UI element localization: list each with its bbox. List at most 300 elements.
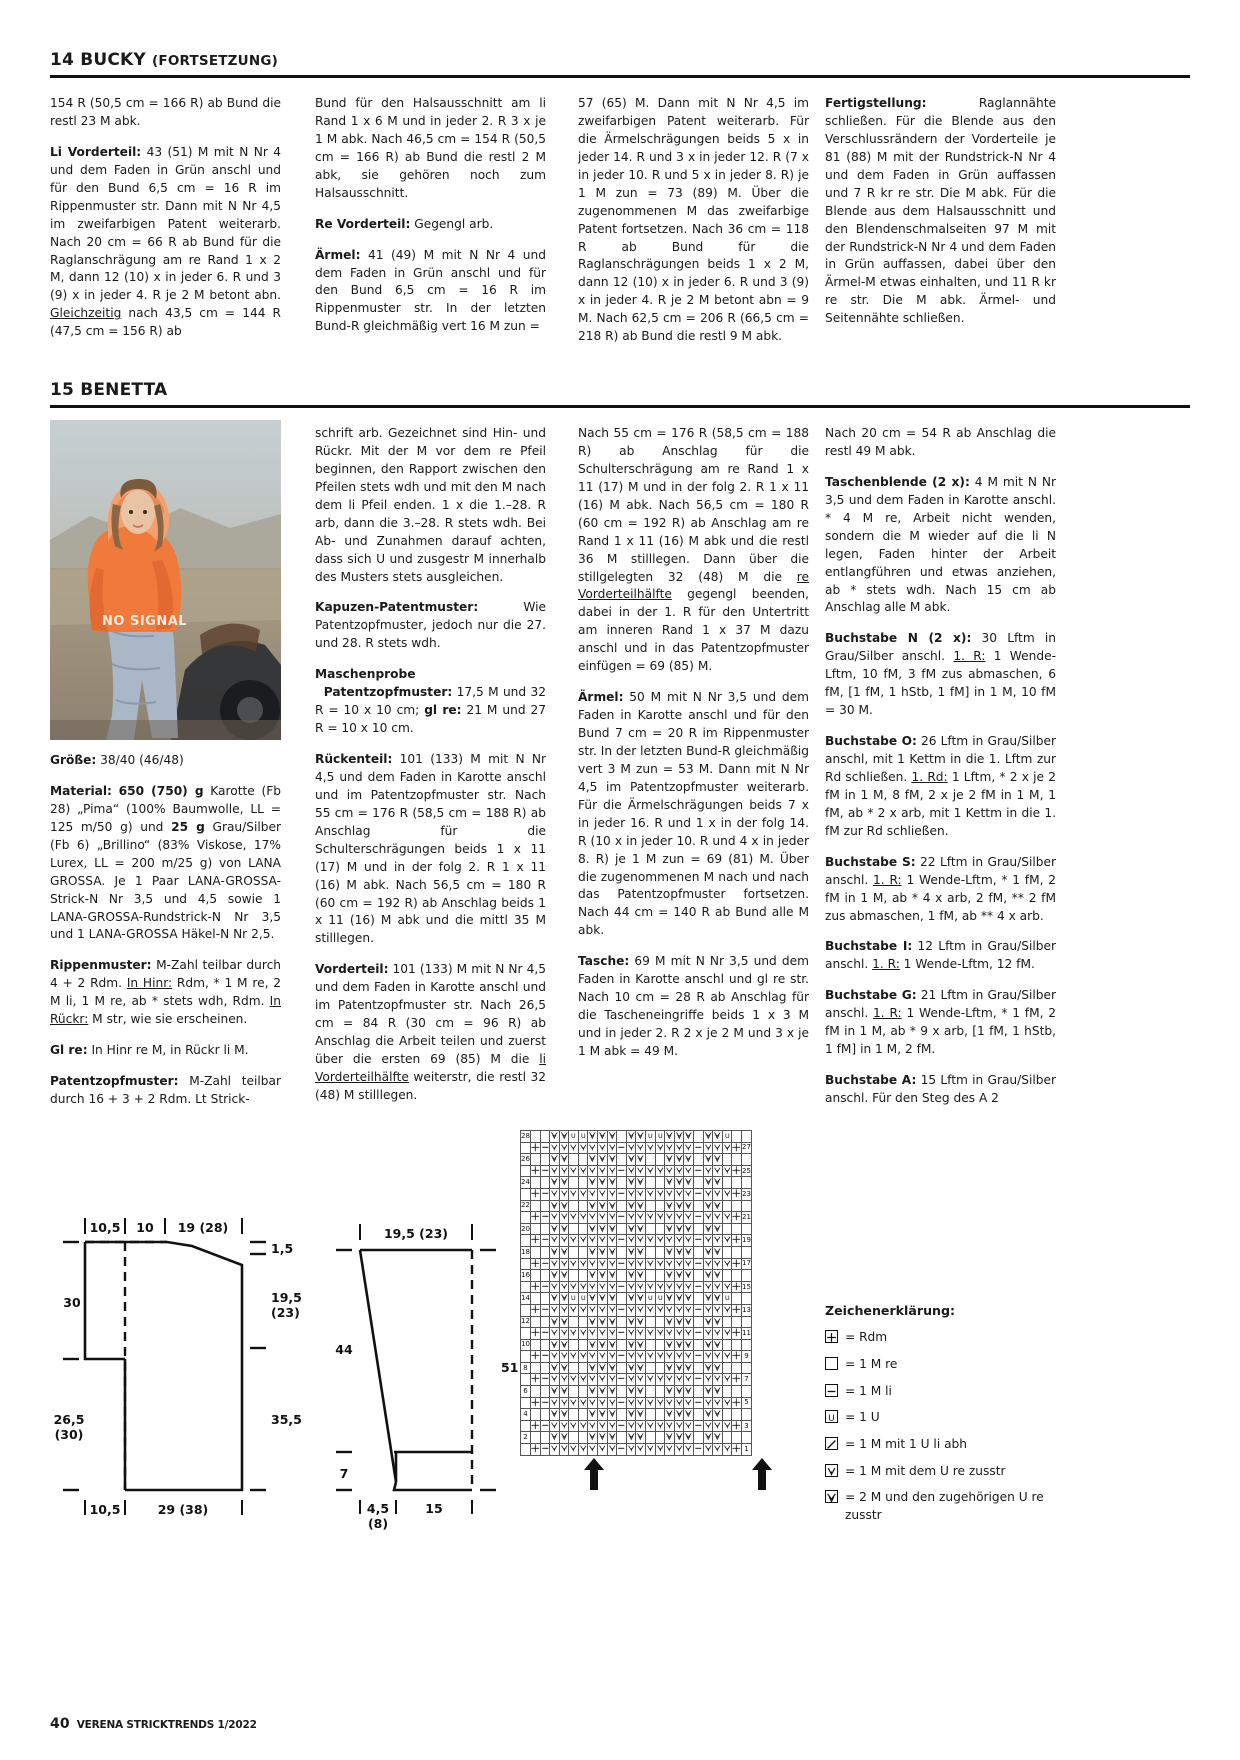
chart-cell (646, 1328, 656, 1340)
chart-row-number-left: 14 (521, 1293, 531, 1305)
chart-grid (520, 1130, 752, 1456)
chart-row-number-right: 17 (741, 1258, 751, 1270)
repeat-arrow-right (584, 1458, 604, 1490)
chart-cell (636, 1293, 646, 1305)
chart-cell (598, 1131, 608, 1143)
chart-cell (617, 1270, 627, 1282)
chart-cell (540, 1328, 550, 1340)
chart-cell (550, 1339, 560, 1351)
section-header-bucky (50, 50, 1190, 78)
chart-cell (646, 1188, 656, 1200)
chart-cell (569, 1177, 579, 1189)
chart-cell (694, 1420, 704, 1432)
chart-cell (617, 1304, 627, 1316)
run-in-head: Taschenblende (2 x): (825, 474, 970, 489)
chart-row (521, 1270, 752, 1282)
chart-cell (540, 1339, 550, 1351)
chart-cell (655, 1328, 665, 1340)
chart-cell (617, 1293, 627, 1305)
dim-top-2: 10 (136, 1220, 154, 1235)
chart-cell (684, 1362, 694, 1374)
chart-cell (550, 1200, 560, 1212)
text: 1 Lftm, * 2 x je 2 fM in 1 M, 8 fM, 2 x je 2 fM in 1 M, 1 fM, ab * 2 x arb, mit 1 Kettm in die 1. fM zur Rd schließen. (825, 769, 1056, 838)
chart-cell (722, 1258, 732, 1270)
emphasis: In Rückr: (50, 994, 281, 1027)
chart-cell (703, 1258, 713, 1270)
dim-bottom-2: 29 (38) (157, 1502, 209, 1517)
chart-cell (588, 1142, 598, 1154)
chart-cell (588, 1165, 598, 1177)
paragraph: 154 R (50,5 cm = 166 R) ab Bund die restl 23 M abk. (50, 96, 281, 128)
chart-cell (703, 1200, 713, 1212)
photo-illustration (50, 420, 281, 740)
run-in-head: Größe: (50, 753, 97, 767)
paragraph (825, 95, 1056, 328)
chart-cell (655, 1374, 665, 1386)
chart-cell (626, 1246, 636, 1258)
chart-cell (665, 1177, 675, 1189)
legend-rows (825, 1329, 1060, 1525)
chart-row-number-right: 3 (741, 1420, 751, 1432)
chart-cell (655, 1397, 665, 1409)
chart-cell (617, 1246, 627, 1258)
chart-cell (598, 1444, 608, 1456)
chart-row-number-left: 22 (521, 1200, 531, 1212)
chart-row (521, 1235, 752, 1247)
chart-cell (703, 1293, 713, 1305)
emphasis: 1. Rd: (911, 769, 948, 784)
chart-row (521, 1304, 752, 1316)
chart-cell (626, 1420, 636, 1432)
chart-cell (588, 1246, 598, 1258)
chart-cell (713, 1397, 723, 1409)
chart-cell (694, 1131, 704, 1143)
svg-text:U: U (580, 1131, 586, 1140)
chart-cell (626, 1432, 636, 1444)
chart-cell (530, 1131, 540, 1143)
chart-cell (636, 1235, 646, 1247)
model-photo (50, 420, 281, 740)
chart-cell (665, 1420, 675, 1432)
chart-cell (722, 1131, 732, 1143)
chart-cell (607, 1131, 617, 1143)
chart-row-number-right: 9 (741, 1351, 751, 1363)
chart-cell (607, 1258, 617, 1270)
run-in-head: Gl re: (50, 1043, 88, 1058)
paragraph-taschenblende (825, 474, 1056, 618)
text: 30 Lftm in Grau/Silber anschl. (825, 631, 1056, 664)
chart-row-number-left: 12 (521, 1316, 531, 1328)
chart-cell (674, 1351, 684, 1363)
chart-cell (550, 1212, 560, 1224)
chart-cell (722, 1200, 732, 1212)
chart-cell (607, 1351, 617, 1363)
chart-cell (674, 1212, 684, 1224)
chart-cell (636, 1304, 646, 1316)
emphasis: Gleichzeitig (50, 306, 122, 321)
chart-cell (694, 1235, 704, 1247)
chart-cell (578, 1397, 588, 1409)
chart-cell (559, 1154, 569, 1166)
chart-cell (540, 1362, 550, 1374)
legend-item (825, 1383, 1060, 1401)
chart-cell (694, 1188, 704, 1200)
chart-cell (550, 1177, 560, 1189)
chart-cell (559, 1270, 569, 1282)
chart-cell (598, 1293, 608, 1305)
run-in-head: Buchstabe A: (825, 1073, 917, 1088)
chart-cell (617, 1212, 627, 1224)
chart-cell (655, 1270, 665, 1282)
legend-item (825, 1409, 1060, 1427)
chart-cell (674, 1409, 684, 1421)
chart-row (521, 1339, 752, 1351)
chart-cell (694, 1351, 704, 1363)
chart-cell (588, 1304, 598, 1316)
legend-item-label: = 1 U (845, 1410, 880, 1425)
chart-cell (703, 1142, 713, 1154)
chart-cell (550, 1386, 560, 1398)
chart-cell (646, 1293, 656, 1305)
dim-sleeve-bottom-1b: (8) (367, 1516, 389, 1531)
chart-cell (732, 1351, 742, 1363)
chart-cell (684, 1188, 694, 1200)
chart-cell (598, 1177, 608, 1189)
chart-cell (607, 1444, 617, 1456)
chart-cell (530, 1328, 540, 1340)
chart-cell (674, 1270, 684, 1282)
chart-row (521, 1177, 752, 1189)
run-in-head-2: Patentzopfmuster: (323, 685, 453, 700)
chart-cell (646, 1351, 656, 1363)
chart-cell (636, 1362, 646, 1374)
chart-cell (694, 1177, 704, 1189)
chart-cell (550, 1258, 560, 1270)
bucky-column-1 (50, 95, 281, 354)
chart-cell (617, 1188, 627, 1200)
chart-cell (713, 1212, 723, 1224)
chart-cell (713, 1188, 723, 1200)
legend-symbol-slash-icon (825, 1437, 838, 1450)
chart-cell (713, 1281, 723, 1293)
chart-cell (732, 1165, 742, 1177)
chart-cell (722, 1362, 732, 1374)
chart-cell (713, 1374, 723, 1386)
chart-cell (655, 1281, 665, 1293)
run-in-head: Kapuzen-Patentmuster: (315, 600, 479, 615)
chart-cell (674, 1154, 684, 1166)
chart-cell (732, 1270, 742, 1282)
chart-cell (626, 1142, 636, 1154)
chart-cell (530, 1258, 540, 1270)
chart-cell (665, 1270, 675, 1282)
chart-cell (626, 1351, 636, 1363)
chart-cell (636, 1212, 646, 1224)
chart-cell (626, 1177, 636, 1189)
chart-cell (655, 1223, 665, 1235)
chart-cell (674, 1188, 684, 1200)
chart-cell (588, 1420, 598, 1432)
bucky-column-3 (578, 95, 809, 359)
schematic-body (45, 1212, 335, 1526)
chart-row-number-right (741, 1362, 751, 1374)
chart-cell (694, 1304, 704, 1316)
section-title: BUCKY (80, 50, 146, 70)
legend-item-label: = 2 M und den zugehörigen U re zusstr (845, 1490, 1044, 1523)
chart-cell (703, 1270, 713, 1282)
chart-cell (732, 1131, 742, 1143)
chart-cell (540, 1212, 550, 1224)
chart-cell (636, 1188, 646, 1200)
paragraph-glre (50, 1042, 281, 1060)
chart-cell (665, 1432, 675, 1444)
chart-cell (694, 1200, 704, 1212)
chart-cell (674, 1386, 684, 1398)
chart-cell (713, 1432, 723, 1444)
chart-row (521, 1409, 752, 1421)
chart-cell (646, 1432, 656, 1444)
chart-cell (703, 1339, 713, 1351)
chart-cell (655, 1386, 665, 1398)
chart-cell (559, 1246, 569, 1258)
chart-cell (626, 1200, 636, 1212)
chart-cell (569, 1304, 579, 1316)
chart-cell (722, 1270, 732, 1282)
chart-row (521, 1444, 752, 1456)
run-in-head: Fertigstellung: (825, 96, 927, 110)
chart-cell (569, 1165, 579, 1177)
chart-cell (569, 1362, 579, 1374)
material-text-1: Karotte (Fb 28) „Pima“ (100% Baumwolle, LL = 125 m/50 g) und (50, 783, 281, 834)
chart-cell (550, 1223, 560, 1235)
chart-cell (713, 1351, 723, 1363)
svg-text:U: U (571, 1294, 576, 1303)
chart-row-number-right (741, 1246, 751, 1258)
dim-sleeve-left-1: 44 (335, 1342, 353, 1357)
chart-cell (636, 1281, 646, 1293)
chart-cell (607, 1270, 617, 1282)
chart-cell (530, 1316, 540, 1328)
chart-cell (530, 1409, 540, 1421)
chart-cell (732, 1397, 742, 1409)
chart-cell (559, 1374, 569, 1386)
chart-cell (703, 1397, 713, 1409)
chart-cell (569, 1142, 579, 1154)
chart-cell (655, 1339, 665, 1351)
chart-row (521, 1200, 752, 1212)
chart-row (521, 1293, 752, 1305)
chart-cell (703, 1316, 713, 1328)
chart-cell (550, 1409, 560, 1421)
chart-cell (540, 1165, 550, 1177)
dim-left-1: 30 (63, 1295, 81, 1310)
chart-row-number-left (521, 1188, 531, 1200)
chart-cell (694, 1142, 704, 1154)
chart-cell (655, 1409, 665, 1421)
chart-cell (540, 1154, 550, 1166)
chart-cell (732, 1212, 742, 1224)
chart-cell (732, 1444, 742, 1456)
run-in-head: Rückenteil: (315, 752, 393, 766)
chart-cell (674, 1374, 684, 1386)
chart-cell (703, 1420, 713, 1432)
legend-item (825, 1489, 1060, 1524)
chart-cell (617, 1420, 627, 1432)
chart-row-number-right (741, 1270, 751, 1282)
chart-cell (550, 1281, 560, 1293)
legend-symbol-v1-icon (825, 1464, 838, 1477)
chart-cell (559, 1188, 569, 1200)
chart-cell (636, 1432, 646, 1444)
chart-row-number-left (521, 1397, 531, 1409)
chart-cell (732, 1246, 742, 1258)
chart-cell (694, 1246, 704, 1258)
chart-cell (530, 1235, 540, 1247)
chart-cell (713, 1223, 723, 1235)
legend-item-label: = 1 M mit 1 U li abh (845, 1437, 968, 1451)
chart-cell (665, 1188, 675, 1200)
chart-cell (703, 1444, 713, 1456)
chart-cell (674, 1165, 684, 1177)
chart-cell (722, 1420, 732, 1432)
chart-cell (646, 1397, 656, 1409)
text: 69 M mit N Nr 3,5 und dem Faden in Karotte anschl und gl re str. Nach 10 cm = 28 R ab Anschlag für die Tascheneingriffe beids 1 x 3 M und in jeder 2. R 2 x je 2 M und 3 x je 1 M abk = 49 M. (578, 954, 809, 1058)
chart-cell (578, 1339, 588, 1351)
chart-cell (588, 1362, 598, 1374)
chart-cell (713, 1154, 723, 1166)
chart-cell (540, 1188, 550, 1200)
chart-cell (732, 1362, 742, 1374)
chart-cell (646, 1281, 656, 1293)
chart-cell (588, 1177, 598, 1189)
chart-cell (684, 1339, 694, 1351)
legend-item (825, 1356, 1060, 1374)
chart-cell (655, 1432, 665, 1444)
chart-cell (655, 1304, 665, 1316)
chart-cell (684, 1374, 694, 1386)
run-in-head: Ärmel: (315, 247, 361, 262)
legend-title: Zeichenerklärung: (825, 1303, 956, 1318)
chart-row-number-left (521, 1235, 531, 1247)
chart-cell (684, 1142, 694, 1154)
run-in-head: Rippenmuster: (50, 958, 152, 973)
dim-top-1: 10,5 (89, 1220, 121, 1235)
chart-cell (703, 1374, 713, 1386)
chart-cell (674, 1131, 684, 1143)
chart-cell (665, 1200, 675, 1212)
chart-cell (674, 1362, 684, 1374)
chart-cell (722, 1374, 732, 1386)
chart-cell (540, 1293, 550, 1305)
chart-cell (598, 1328, 608, 1340)
chart-cell (722, 1304, 732, 1316)
chart-cell (588, 1235, 598, 1247)
chart-cell (722, 1351, 732, 1363)
chart-row-number-left (521, 1142, 531, 1154)
chart-cell (646, 1223, 656, 1235)
chart-cell (722, 1293, 732, 1305)
chart-cell (578, 1131, 588, 1143)
chart-cell (569, 1270, 579, 1282)
svg-text:U: U (647, 1294, 653, 1303)
chart-cell (665, 1409, 675, 1421)
paragraph-maschenprobe (315, 666, 546, 738)
chart-cell (550, 1304, 560, 1316)
chart-cell (578, 1386, 588, 1398)
knitting-chart (520, 1130, 846, 1492)
chart-cell (665, 1223, 675, 1235)
chart-cell (588, 1293, 598, 1305)
chart-cell (598, 1246, 608, 1258)
chart-cell (530, 1386, 540, 1398)
chart-cell (703, 1131, 713, 1143)
chart-cell (540, 1223, 550, 1235)
chart-cell (598, 1351, 608, 1363)
page-footer (50, 1716, 257, 1732)
chart-row (521, 1374, 752, 1386)
chart-row (521, 1212, 752, 1224)
paragraph-tasche (578, 953, 809, 1061)
chart-cell (665, 1444, 675, 1456)
chart-cell (694, 1154, 704, 1166)
run-in-head: Buchstabe I: (825, 939, 913, 954)
chart-cell (578, 1362, 588, 1374)
chart-cell (540, 1409, 550, 1421)
chart-cell (588, 1316, 598, 1328)
run-in-head: Re Vorderteil: (315, 216, 411, 231)
text: M str, wie sie erscheinen. (88, 1012, 248, 1027)
chart-cell (684, 1444, 694, 1456)
chart-cell (559, 1235, 569, 1247)
chart-cell (732, 1200, 742, 1212)
legend-zeichenerklaerung (825, 1302, 1060, 1534)
run-in-head: Ärmel: (578, 690, 624, 705)
text: 101 (133) M mit N Nr 4,5 und dem Faden in Karotte anschl und im Patentzopfmuster str. Nach 55 cm = 176 R (58,5 cm = 188 R) ab Anschlag für die Schulterschrägungen beids 1 x 11 (17) M und in der folg 2. R 1 x 11 (16) M abk. Nach 56,5 cm = 180 R (60 cm = 192 R) ab Anschlag beids 1 x 11 (16) M abk und die mittl 35 M stilllegen. (315, 752, 546, 946)
chart-row (521, 1362, 752, 1374)
chart-cell (655, 1165, 665, 1177)
chart-cell (540, 1258, 550, 1270)
chart-cell (626, 1270, 636, 1282)
chart-cell (559, 1293, 569, 1305)
chart-cell (655, 1293, 665, 1305)
chart-row-number-right (741, 1177, 751, 1189)
chart-cell (684, 1246, 694, 1258)
svg-text:U: U (580, 1294, 586, 1303)
chart-cell (530, 1397, 540, 1409)
chart-cell (540, 1304, 550, 1316)
chart-cell (655, 1200, 665, 1212)
legend-symbol-dash-icon (825, 1384, 838, 1397)
chart-row-number-right: 23 (741, 1188, 751, 1200)
chart-row-number-left (521, 1304, 531, 1316)
chart-cell (607, 1235, 617, 1247)
chart-cell (569, 1409, 579, 1421)
chart-cell (530, 1188, 540, 1200)
chart-row-number-right (741, 1432, 751, 1444)
chart-cell (665, 1328, 675, 1340)
chart-cell (588, 1154, 598, 1166)
chart-cell (530, 1154, 540, 1166)
chart-cell (722, 1188, 732, 1200)
chart-cell (598, 1212, 608, 1224)
chart-cell (550, 1142, 560, 1154)
chart-cell (559, 1397, 569, 1409)
chart-row-number-left: 28 (521, 1131, 531, 1143)
chart-cell (665, 1281, 675, 1293)
chart-cell (530, 1374, 540, 1386)
chart-cell (540, 1386, 550, 1398)
chart-cell (722, 1165, 732, 1177)
